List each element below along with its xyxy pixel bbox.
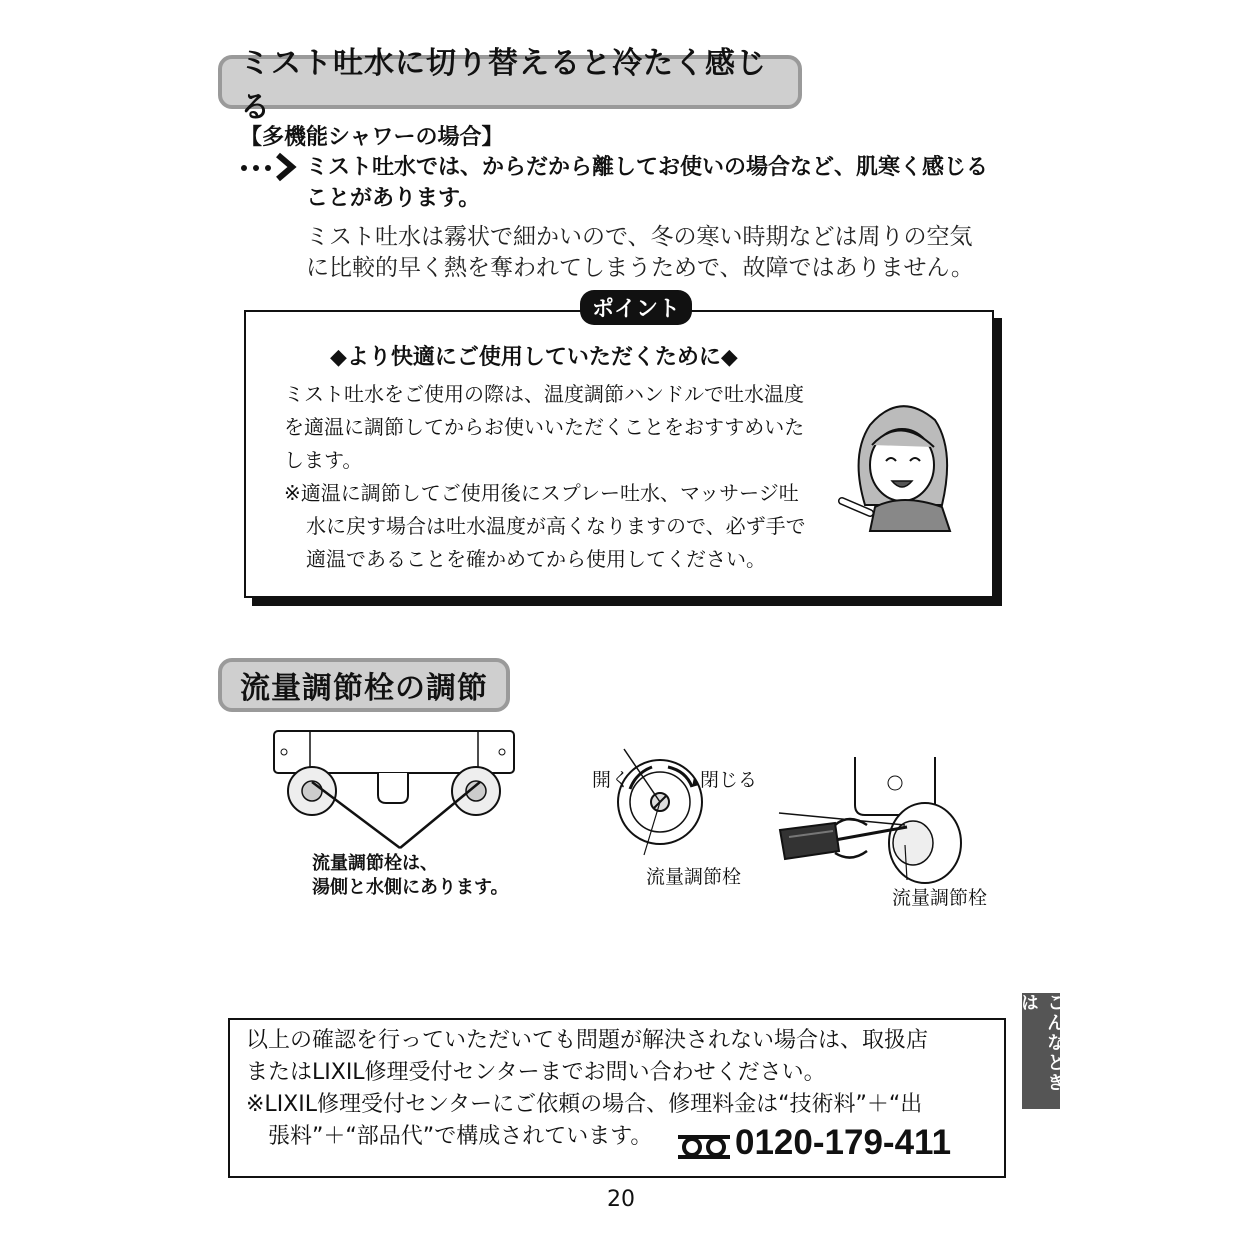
point-body [284, 378, 806, 576]
section-title-mist-text: ミスト吐水に切り替えると冷たく感じる [240, 46, 767, 125]
section-title-flow-text: 流量調節栓の調節 [240, 671, 488, 706]
point-note3: 適温であることを確かめてから使用してください。 [306, 547, 766, 571]
point-line1: ミスト吐水をご使用の際は、温度調節ハンドルで吐水温度 [284, 382, 804, 406]
section-title-mist [218, 46, 802, 125]
faucet-caption-line2: 湯側と水側にあります。 [312, 877, 509, 898]
page-number: 20 [607, 1187, 635, 1212]
subheading: 【多機能シャワーの場合】 [240, 125, 504, 150]
point-note2: 水に戻す場合は吐水温度が高くなりますので、必ず手で [306, 514, 806, 538]
valve-close-label: 閉じる [700, 769, 758, 791]
side-tab[interactable]: こんなときは [1022, 993, 1060, 1109]
valve-diagram [610, 745, 710, 860]
point-badge: ポイント [580, 290, 692, 325]
point-line2: を適温に調節してからお使いいただくことをおすすめいた [284, 415, 805, 439]
point-note1: ※適温に調節してご使用後にスプレー吐水、マッサージ吐 [284, 481, 799, 505]
valve-open-label: 開く [592, 769, 631, 791]
contact-line1: 以上の確認を行っていただいても問題が解決されない場合は、取扱店 [246, 1028, 929, 1053]
point-heading: ◆より快適にご使用していただくために◆ [330, 345, 738, 370]
phone-number[interactable]: 0120-179-411 [735, 1123, 952, 1162]
explanation-line1: ミスト吐水は霧状で細かいので、冬の寒い時期などは周りの空気 [306, 224, 973, 250]
point-line3: します。 [284, 448, 363, 472]
contact-line3: ※LIXIL修理受付センターにご依頼の場合、修理料金は“技術料”＋“出 [246, 1092, 923, 1117]
contact-line4: 張料”＋“部品代”で構成されています。 [268, 1124, 653, 1149]
faucet-caption [312, 852, 509, 900]
arrow-text-line2: ことがあります。 [306, 186, 481, 211]
arrow-bullet-icon [238, 152, 300, 182]
advisor-illustration [830, 395, 970, 535]
contact-line2: またはLIXIL修理受付センターまでお問い合わせください。 [246, 1060, 826, 1085]
freedial-icon [676, 1131, 732, 1163]
arrow-text-line1: ミスト吐水では、からだから離してお使いの場合など、肌寒く感じる [306, 155, 989, 180]
arrow-text [306, 152, 988, 214]
faucet-caption-line1: 流量調節栓は、 [312, 853, 438, 874]
screwdriver-label: 流量調節栓 [892, 887, 988, 909]
section-title-flow [218, 658, 510, 712]
pointer-lines [300, 770, 520, 855]
explanation [306, 222, 974, 284]
screwdriver-diagram [775, 755, 975, 890]
explanation-line2: に比較的早く熱を奪われてしまうためで、故障ではありません。 [306, 255, 974, 281]
valve-label: 流量調節栓 [646, 866, 742, 888]
